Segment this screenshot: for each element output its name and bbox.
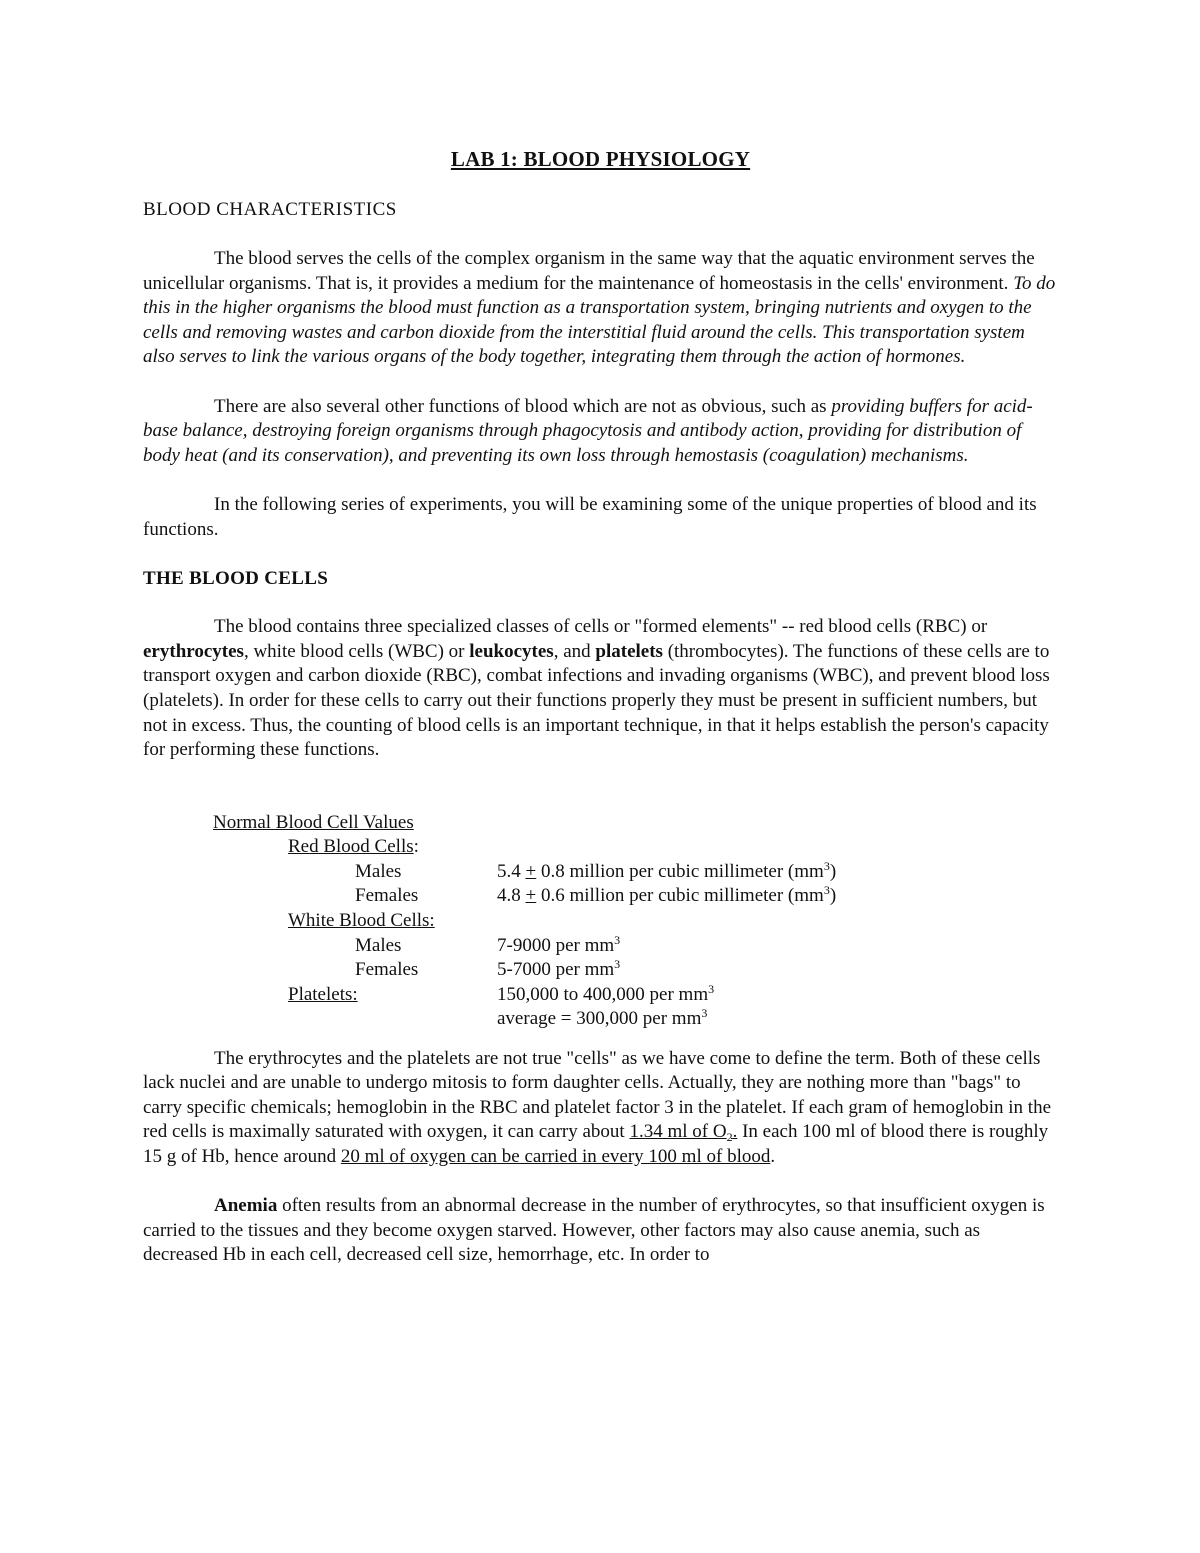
paragraph-blood-role: The blood serves the cells of the complex organism in the same way that the aquatic environment serves the unicellular organisms. That is, it provides a medium for the maintenance of homeostasis in the cells' environment. To do this in the higher organisms the blood must function as a transportation system, bringing nutrients and oxygen to the cells and removing wastes and carbon dioxide from the interstitial fluid around the cells. This transportation system also serves to link the various organs of the body together, integrating them through the action of hormones.	[143, 248, 1056, 368]
rbc-females-label: Females	[355, 885, 419, 907]
rbc-males-label: Males	[355, 860, 402, 882]
section-heading-blood-characteristics: BLOOD CHARACTERISTICS	[143, 199, 397, 220]
wbc-females-label: Females	[355, 959, 419, 981]
platelets-label: Platelets:	[288, 983, 358, 1005]
platelets-range-value: 150,000 to 400,000 per $mm^3$	[497, 981, 715, 1005]
paragraph-erythrocytes-platelets: The erythrocytes and the platelets are not true "cells" as we have come to define the term. Both of these cells lack nuclei and are unable to undergo mitosis to form daughter cells. Actually, they are nothing more than "bags" to carry specific chemicals; hemoglobin in the RBC and platelet factor 3 in the platelet. If each gram of hemoglobin in the red cells is maximally saturated with oxygen, it can carry about 1.34 ml of $O_2$. In each 100 ml of blood there is roughly 15 g of Hb, hence around 20 ml of oxygen can be carried in every 100 ml of blood.	[143, 1047, 1052, 1168]
wbc-males-label: Males	[355, 934, 402, 956]
wbc-females-value: 5-7000 per $mm^3$	[497, 957, 621, 981]
section-heading-blood-cells: THE BLOOD CELLS	[143, 568, 329, 590]
paragraph-experiments-intro: In the following series of experiments, you will be examining some of the unique properties of blood and its functions.	[143, 493, 1037, 540]
rbc-females-value: 4.8 + 0.6 million per cubic millimeter $(mm^3)$	[497, 883, 837, 907]
wbc-males-value: 7-9000 per $mm^3$	[497, 932, 621, 956]
table-heading: Normal Blood Cell Values	[213, 811, 414, 833]
rbc-label: Red Blood Cells	[288, 836, 414, 858]
platelets-average-value: average = 300,000 per $mm^3$	[497, 1006, 708, 1030]
wbc-label: White Blood Cells:	[288, 910, 435, 932]
page-content	[143, 145, 1058, 1268]
rbc-males-value: 5.4 + 0.8 million per cubic millimeter $(mm^3)$	[497, 858, 837, 882]
normal-blood-cell-values-table: Normal Blood Cell Values Red Blood Cells: Males 5.4 + 0.8 million per cubic millimeter $(mm^3)$ Females 4.8 + 0.6 million per cubic millimeter $(mm^3)$ White Blood Cells: Males 7-9000 per $mm^3$ Females 5-7000 per $mm^3$ Platelets: 150,000 to 400,000 per $mm^3$ average = 300,000 per $mm^3$	[143, 811, 1058, 1033]
page-title: LAB 1: BLOOD PHYSIOLOGY	[450, 147, 751, 171]
paragraph-formed-elements: The blood contains three specialized classes of cells or "formed elements" -- red blood cells (RBC) or erythrocytes, white blood cells (WBC) or leukocytes, and platelets (thrombocytes). The functions of these cells are to transport oxygen and carbon dioxide (RBC), combat infections and invading organisms (WBC), and prevent blood loss (platelets). In order for these cells to carry out their functions properly they must be present in sufficient numbers, but not in excess. Thus, the counting of blood cells is an important technique, in that it helps establish the person's capacity for performing these functions.	[143, 616, 1050, 761]
paragraph-other-functions: There are also several other functions of blood which are not as obvious, such as providing buffers for acid-base balance, destroying foreign organisms through phagocytosis and antibody action, providing for distribution of body heat (and its conservation), and preventing its own loss through hemostasis (coagulation) mechanisms.	[143, 395, 1033, 466]
paragraph-anemia: Anemia often results from an abnormal decrease in the number of erythrocytes, so that insufficient oxygen is carried to the tissues and they become oxygen starved. However, other factors may also cause anemia, such as decreased Hb in each cell, decreased cell size, hemorrhage, etc. In order to	[143, 1195, 1045, 1266]
